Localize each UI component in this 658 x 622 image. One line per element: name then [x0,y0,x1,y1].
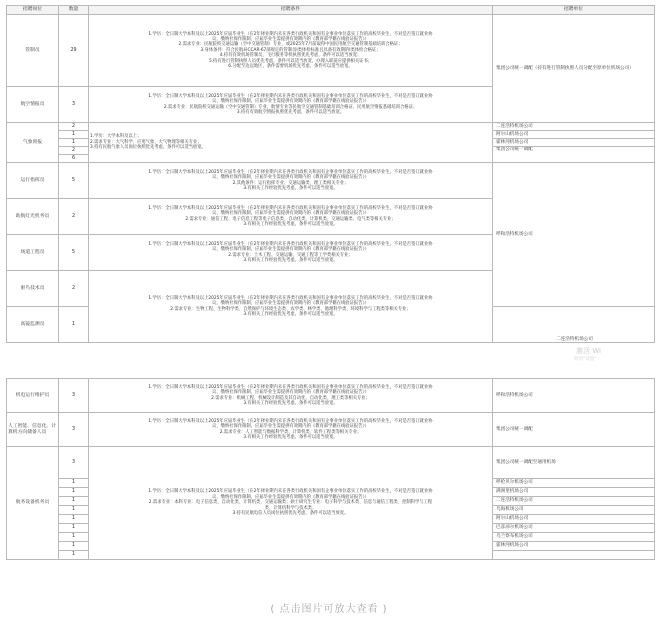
condition-line: 2.需求专业：民航院校交通运输（空中交通管制）专业，航情专业等民航空交通管制基础培训合格证、民用航空情报基础培训合格证； [163,104,418,110]
recruitment-table-1 [6,5,655,343]
conditions-cell [89,447,493,560]
count-cell: 2 [59,271,89,307]
condition-line: 6.分配至边远地区，条件需要机场优先考虑，条件可以适当放宽。 [228,64,353,70]
unit-cell: 满洲里机场公司 [493,488,655,497]
unit-cell: 巴彦淖尔机场公司 [493,524,655,533]
condition-line: 1.学历：全日制大学本科及以上2025年应届毕业生（在2年择业期内未在各类行政机关和国有企事业单位落实工作的高校毕业生，不对是否签订就业协 [148,205,433,211]
position-cell: 高镜监测员 [7,307,59,343]
unit-cell [493,551,655,560]
table-row [7,123,655,131]
unit-cell: 乌海机场公司 [493,506,655,515]
position-cell: 管制员 [7,15,59,87]
unit-cell: 呼和浩特机场公司 [493,379,655,413]
position-cell: 驱鸟技术员 [7,271,59,307]
table-header-row [7,6,655,15]
position-cell: 运行指挥员 [7,163,59,199]
condition-line: 3.身体条件：符合民航局CCAR-67部规定的管制员I类体检标准且具备有效期的I类体检合格证； [200,47,381,53]
condition-line: 2.其他条件：运行指挥专业、交通运输类、理工类相关专业； [232,180,349,186]
table-row [7,163,655,199]
count-cell: 29 [59,15,89,87]
position-cell: 气象预报 [7,123,59,163]
count-cell: 2 [59,199,89,235]
condition-line: 1.学历：全日制大学本科及以上2025年应届毕业生（在2年择业期内未在各类行政机关和国有企事业单位落实工作的高校毕业生，不对是否签订就业协 [148,93,433,99]
unit-cell: 集团公司统一调配至通用机场 [493,447,655,479]
table-row [7,413,655,447]
count-cell: 3 [59,87,89,123]
condition-line: 3.持有民航电信人员岗位执照优先考虑，条件可以适当放宽。 [232,511,349,517]
conditions-cell [89,163,493,199]
unit-cell: 集团公司统一调配 [493,413,655,447]
header-count: 数量 [59,6,89,15]
unit-cell: 集团公司统一调配 [493,147,655,163]
count-cell: 1 [59,533,89,542]
condition-line: 2.需求专业：生物工程、生物科学类、自然保护与环境生态类、农学类、林学类、地理科学类、环境科学与工程类等相关专业； [170,306,411,312]
conditions-cell [89,199,493,235]
condition-line: 3.持有民航气象人员岗位执照优先考虑，条件可以适当放宽。 [90,145,206,151]
enlarge-caption[interactable]: ( 点击图片可放大查看 ) [270,604,388,615]
activation-watermark: 激活 Wi [576,347,601,355]
unit-cell: 霍林河机场公司 [493,542,655,551]
unit-cell: 二连浩特机场公司 [493,307,655,343]
condition-line: 1.学历：大学本科及以上； [90,134,142,140]
count-cell: 1 [59,524,89,533]
condition-line: 2.需求专业：民航院校交通运输（空中交通管制）专业，或2025年7月前取得中国民用航空交通管制基础培训合格证； [178,42,403,48]
unit-cell: 二连浩特机场公司 [493,497,655,506]
condition-line: 3.有相关工作经验优先考虑，条件可以适当放宽。 [243,221,338,227]
condition-line: 1.学历：全日制大学本科及以上2025年应届毕业生（在2年择业期内未在各类行政机关和国有企事业单位落实工作的高校毕业生，不对是否签订就业协 [148,418,433,424]
count-cell: 2 [59,123,89,131]
count-cell: 6 [59,155,89,163]
condition-line: 2.需求专业：人工智能与数据科学类、计算机类、软件工程类等相关专业； [219,429,362,435]
unit-cell: 集团公司统一调配（持有进行管制执照人员分配至原单位机场公司） [493,15,655,123]
condition-line: 议、缴纳社保作限制，应届毕业生需提供有效期内的《教育部学籍在线验证报告》） [212,211,369,217]
condition-line: 4.持有有效机场管制员，飞行服务等机执照优先考虑，条件可以适当放宽； [219,53,362,59]
count-cell: 1 [59,488,89,497]
condition-line: 3.有相关工作经验优先考虑，条件可以适当放宽。 [243,185,338,191]
condition-line: 1.学历：全日制大学本科及以上2025年应届毕业生（在2年择业期内未在各类行政机关和国有企事业单位落实工作的高校毕业生，不对是否签订就业协 [148,384,433,390]
condition-line: 议、缴纳社保作限制，应届毕业生需提供有效期内的《教育部学籍在线验证报告》） [212,424,369,430]
condition-line: 2.需求专业：通信工程、电子信息工程等电子信息类，自动化类、计算机类、交通运输类、电气类等相关专业； [185,216,396,222]
conditions-cell [89,87,493,123]
unit-cell: 呼伦贝尔机场公司 [493,479,655,488]
conditions-cell [89,235,493,271]
header-conditions: 招聘条件 [89,6,493,15]
conditions-cell [89,271,493,343]
count-cell: 1 [59,542,89,551]
condition-line: 3.有相关工作经验优先考虑，条件可以适当放宽。 [243,400,338,406]
count-cell: 1 [59,307,89,343]
condition-line: 3.有相关工作经验优先考虑，条件可以适当放宽。 [243,311,338,317]
condition-line: 议、缴纳社保作限制，应届毕业生需提供有效期内的《教育部学籍在线验证报告》） [212,99,369,105]
condition-line: 1.学历：全日制大学本科及以上2025年应届毕业生（在2年择业期内未在各类行政机关和国有企事业单位落实工作的高校毕业生，不对是否签订就业协 [148,169,433,175]
condition-line: 2.需求专业：大气科学、应用气象、大气物理等相关专业； [90,139,202,145]
condition-line: 3.有相关工作经验优先考虑，条件可以适当放宽。 [243,257,338,263]
condition-line: 1.学历：全日制大学本科及以上2025年应届毕业生（在2年择业期内未在各类行政机关和国有企事业单位落实工作的高校毕业生，不对是否签订就业协 [148,241,433,247]
unit-cell: 阿尔山机场公司 [493,515,655,524]
condition-line: 2.需求专业：本科专业：电子信息类、自动化类、计算机类、交通运输类；硕士研究生专业：电子科学与技术类、信息与通信工程类、控制科学与工程 [148,500,433,506]
count-cell: 1 [59,515,89,524]
table-row [7,379,655,413]
condition-line: 1.学历：全日制大学本科及以上2025年应届毕业生（在2年择业期内未在各类行政机关和国有企事业单位落实工作的高校毕业生，不对是否签订就业协 [148,295,433,301]
unit-cell: 呼和浩特机场公司 [493,163,655,307]
count-cell: 1 [59,139,89,147]
count-cell: 3 [59,413,89,447]
table-row [7,447,655,479]
position-cell: 场道工程员 [7,235,59,271]
position-cell: 航务设备机务员 [7,447,59,560]
condition-line: 2.需求专业：土木工程、交通运输、交通工程等工学类相关专业； [228,252,353,258]
count-cell: 2 [59,147,89,155]
header-position: 招聘岗位 [7,6,59,15]
count-cell: 1 [59,497,89,506]
unit-cell: 霍林河机场公司 [493,139,655,147]
conditions-cell [89,15,493,87]
position-cell: 人工智能、信息化、计算机方向储备人员 [7,413,59,447]
unit-cell: 阿尔山机场公司 [493,131,655,139]
recruitment-table-2 [6,378,655,560]
condition-line: 议、缴纳社保作限制，应届毕业生需提供有效期内的《教育部学籍在线验证报告》） [212,175,369,181]
unit-cell: 乌兰察布机场公司 [493,533,655,542]
count-cell: 1 [59,131,89,139]
activation-watermark-sub: 转到"设置" [574,357,597,362]
header-unit: 招聘单位 [493,6,655,15]
condition-line: 议、缴纳社保作限制，应届毕业生需提供有效期内的《教育部学籍在线验证报告》） [212,390,369,396]
count-cell: 5 [59,163,89,199]
position-cell: 助航灯光机务员 [7,199,59,235]
condition-line: 议、缴纳社保作限制，应届毕业生需提供有效期内的《教育部学籍在线验证报告》） [212,301,369,307]
count-cell: 5 [59,235,89,271]
count-cell: 1 [59,506,89,515]
table-row [7,15,655,87]
condition-line: 议、缴纳社保作限制，应届毕业生需提供有效期内的《教育部学籍在线验证报告》） [212,494,369,500]
condition-line: 议、缴纳社保作限制，应届毕业生需提供有效期内的《教育部学籍在线验证报告》） [212,36,369,42]
unit-cell: 二连浩特机场公司 [493,123,655,131]
count-cell: 1 [59,479,89,488]
position-cell: 机电运行维护员 [7,379,59,413]
conditions-cell [89,123,493,163]
condition-line: 2.需求专业：机械工程、机械设计制造及其自动化、自动化类、理工类等相关专业； [211,395,370,401]
conditions-cell [89,413,493,447]
conditions-cell [89,379,493,413]
count-cell: 3 [59,447,89,479]
condition-line: 5.持有进行管制执照人员优先考虑，条件可以适当放宽，办理入职前应提供相关证书； [208,58,373,64]
condition-line: 3.有相关工作经验优先考虑，条件可以适当放宽。 [243,434,338,440]
condition-line: 类、计算机科学与技术类； [264,505,317,511]
condition-line: 3.持有有效航空情报执照优先考虑，条件可以适当放宽。 [236,109,345,115]
condition-line: 1.学历：全日制大学本科及以上2025年应届毕业生（在2年择业期内未在各类行政机关和国有企事业单位落实工作的高校毕业生，不对是否签订就业协 [148,489,433,495]
condition-line: 议、缴纳社保作限制，应届毕业生需提供有效期内的《教育部学籍在线验证报告》） [212,247,369,253]
condition-line: 1.学历：全日制大学本科及以上2025年应届毕业生（在2年择业期内未在各类行政机关和国有企事业单位落实工作的高校毕业生，不对是否签订就业协 [148,31,433,37]
count-cell: 3 [59,379,89,413]
count-cell: 1 [59,551,89,560]
position-cell: 航空情报员 [7,87,59,123]
